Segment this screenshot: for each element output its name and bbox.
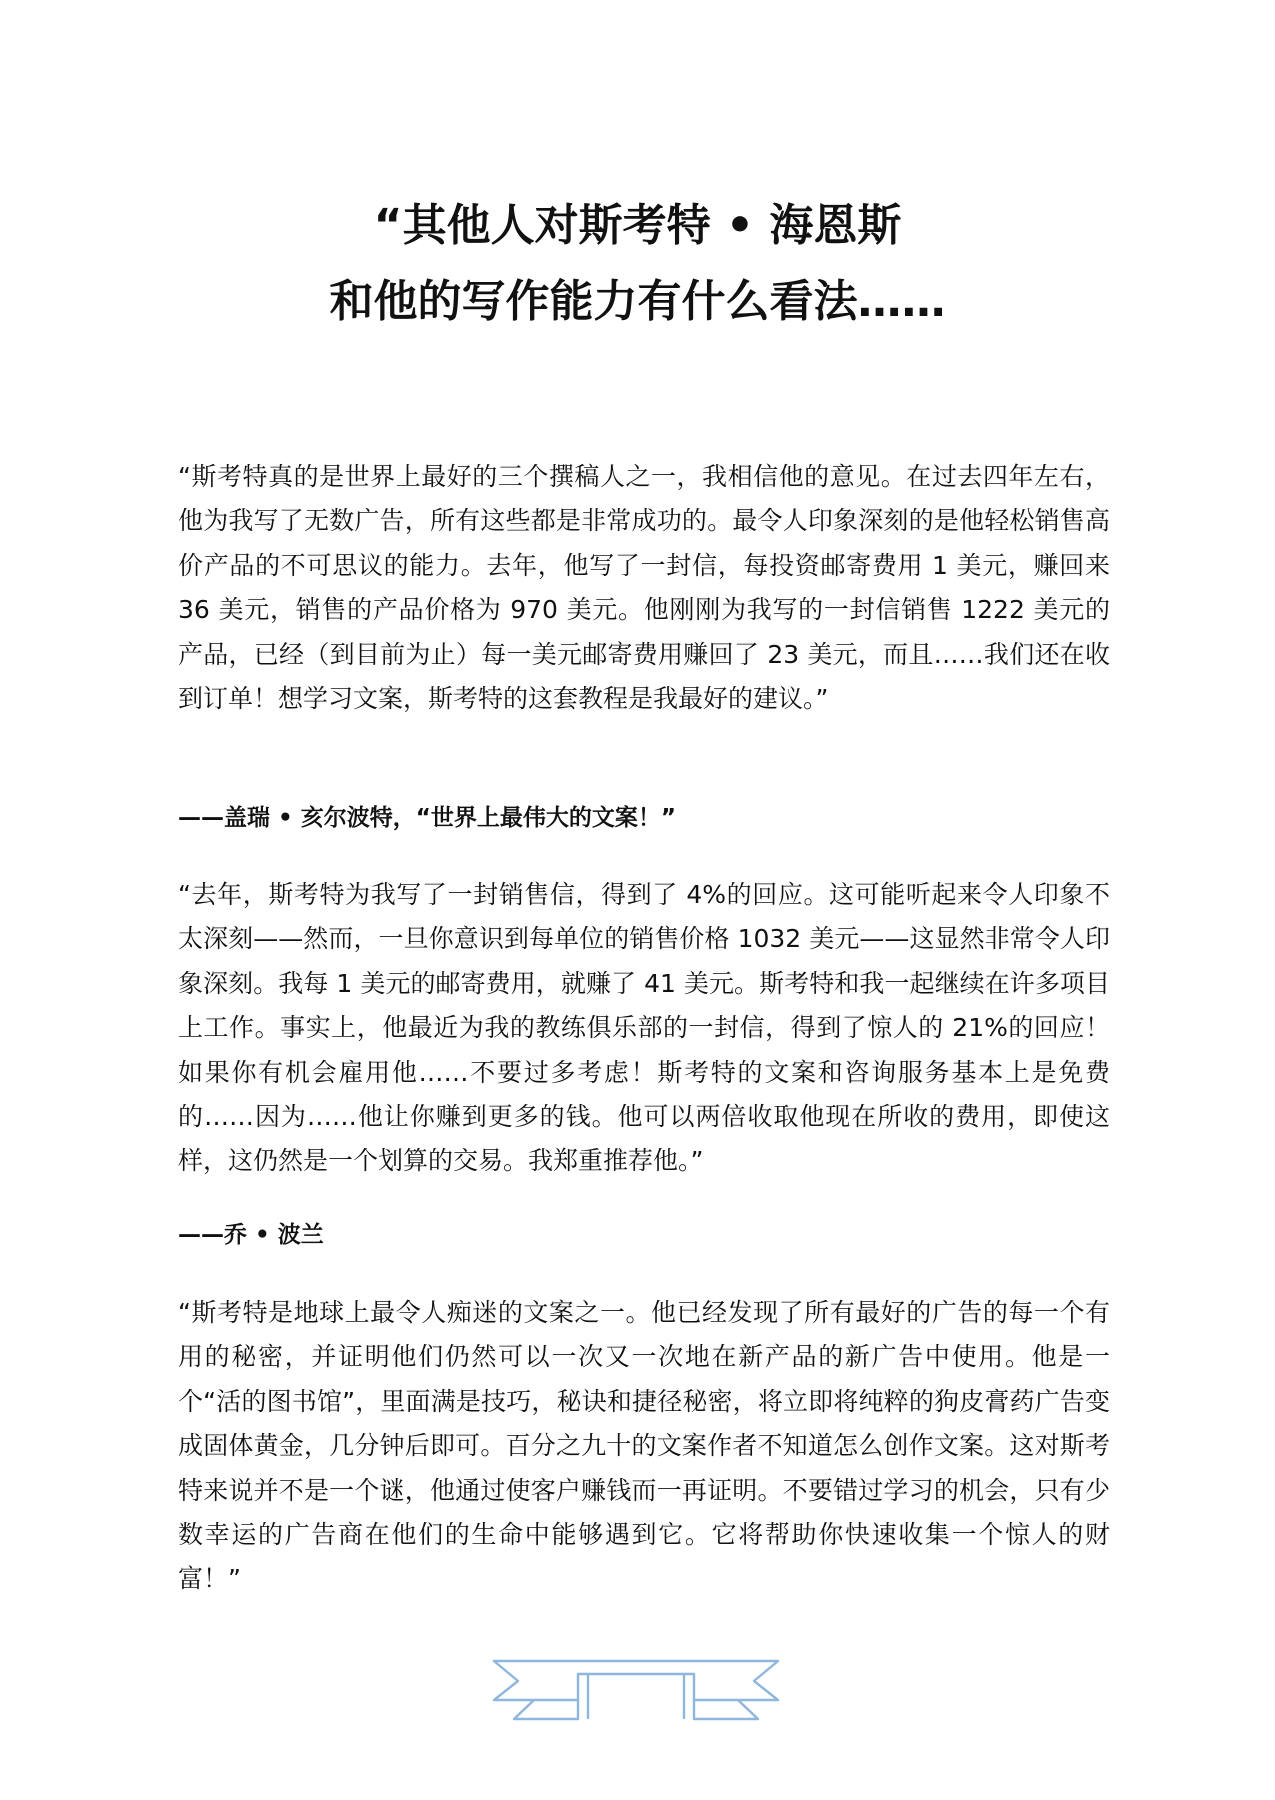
ribbon-banner-icon [486, 1656, 786, 1726]
page-title-line-2: 和他的写作能力有什么看法…… [329, 276, 946, 327]
testimonial-quote-1: “斯考特真的是世界上最好的三个撰稿人之一，我相信他的意见。在过去四年左右，他为我写了无数广告，所有这些都是非常成功的。最令人印象深刻的是他轻松销售高价产品的不可思议的能力。去年，他写了一封信，每投资邮寄费用 1 美元，赚回来 36 美元，销售的产品价格为 970 美元。他刚刚为我写的一封信销售 1222 美元的产品，已经（到目前为止）每一美元邮寄费用赚回了 23 美元，而且……我们还在收到订单！想学习文案，斯考特的这套教程是我最好的建议。” [178, 462, 1110, 714]
testimonial-attribution-2: ——乔 • 波兰 [178, 1222, 324, 1248]
page-title-line-1: “其他人对斯考特 • 海恩斯 [373, 200, 902, 251]
testimonials-section [178, 455, 1110, 1602]
testimonial-attribution-1: ——盖瑞 • 亥尔波特，“世界上最伟大的文案！” [178, 805, 676, 831]
testimonial-quote-3: “斯考特是地球上最令人痴迷的文案之一。他已经发现了所有最好的广告的每一个有用的秘密，并证明他们仍然可以一次又一次地在新产品的新广告中使用。他是一个“活的图书馆”，里面满是技巧，秘诀和捷径秘密，将立即将纯粹的狗皮膏药广告变成固体黄金，几分钟后即可。百分之九十的文案作者不知道怎么创作文案。这对斯考特来说并不是一个谜，他通过使客户赚钱而一再证明。不要错过学习的机会，只有少数幸运的广告商在他们的生命中能够遇到它。它将帮助你快速收集一个惊人的财富！” [178, 1298, 1110, 1594]
page-title [0, 188, 1275, 340]
testimonial-quote-2: “去年，斯考特为我写了一封销售信，得到了 4%的回应。这可能听起来令人印象不太深刻——然而，一旦你意识到每单位的销售价格 1032 美元——这显然非常令人印象深刻。我每 1 美元的邮寄费用，就赚了 41 美元。斯考特和我一起继续在许多项目上工作。事实上，他最近为我的教练俱乐部的一封信，得到了惊人的 21%的回应！如果你有机会雇用他……不要过多考虑！斯考特的文案和咨询服务基本上是免费的……因为……他让你赚到更多的钱。他可以两倍收取他现在所收的费用，即使这样，这仍然是一个划算的交易。我郑重推荐他。” [178, 880, 1110, 1176]
